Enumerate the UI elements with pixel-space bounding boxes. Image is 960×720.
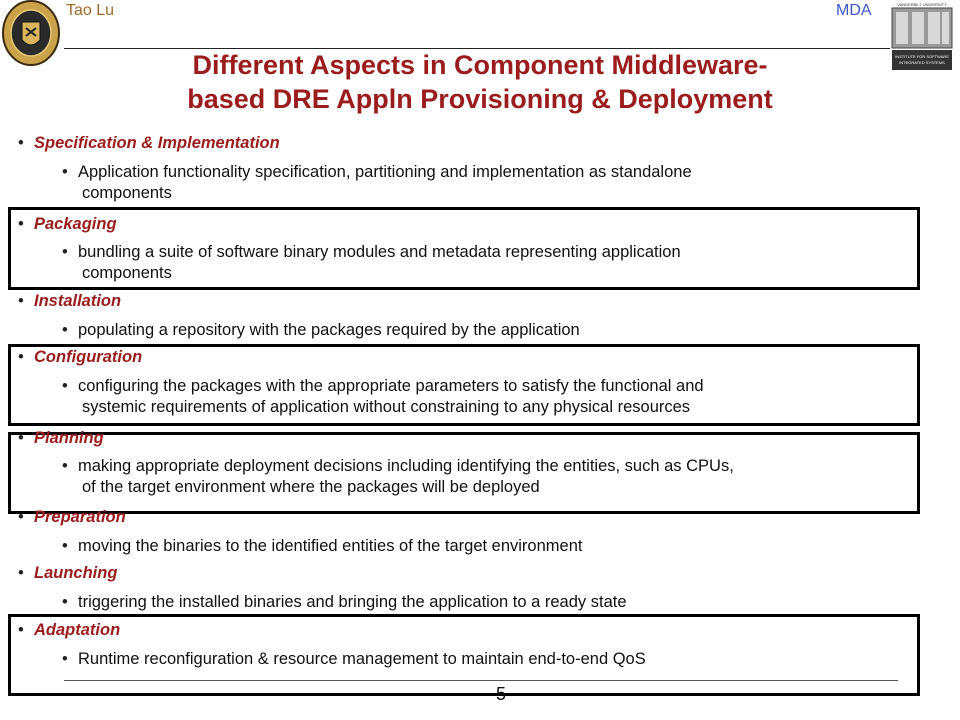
item-line: components (82, 264, 172, 282)
bullet: • (18, 564, 24, 582)
item-line: populating a repository with the packages required by the application (78, 321, 580, 339)
list-item (62, 242, 681, 284)
section-heading (18, 292, 121, 311)
item-line: of the target environment where the packages will be deployed (82, 478, 540, 496)
item-line: configuring the packages with the appropriate parameters to satisfy the functional and (78, 377, 704, 395)
heading-text: Preparation (34, 508, 126, 526)
list-item (62, 592, 627, 613)
section-heading (18, 564, 117, 583)
item-line: systemic requirements of application without constraining to any physical resources (82, 398, 691, 416)
item-line: moving the binaries to the identified entities of the target environment (78, 537, 583, 555)
item-line: triggering the installed binaries and bringing the application to a ready state (78, 593, 627, 611)
institute-logo-text-3: INTEGRATED SYSTEMS (899, 60, 945, 65)
section-heading (18, 215, 117, 234)
bullet: • (62, 537, 68, 555)
institute-logo-text-1: VANDERBILT UNIVERSITY (897, 2, 947, 7)
list-item (62, 376, 704, 418)
heading-text: Planning (34, 429, 104, 447)
list-item (62, 456, 734, 498)
section-heading (18, 348, 142, 367)
item-line: Application functionality specification, partitioning and implementation as standalone (78, 163, 692, 181)
item-line: Runtime reconfiguration & resource management to maintain end-to-end QoS (78, 650, 646, 668)
bullet: • (18, 429, 24, 447)
heading-text: Adaptation (34, 621, 121, 639)
list-item (62, 649, 646, 670)
topic-label: MDA (836, 2, 872, 19)
title-line-2: based DRE Appln Provisioning & Deployment (187, 84, 773, 114)
heading-text: Launching (34, 564, 118, 582)
bullet: • (18, 508, 24, 526)
section-heading (18, 621, 120, 640)
heading-text: Packaging (34, 215, 117, 233)
section-heading (18, 134, 280, 153)
section-heading (18, 429, 104, 448)
item-line: bundling a suite of software binary modules and metadata representing application (78, 243, 681, 261)
item-line: components (82, 184, 172, 202)
slide-title (0, 48, 960, 116)
institute-logo-text-2: INSTITUTE FOR SOFTWARE (895, 54, 949, 59)
item-line: making appropriate deployment decisions including identifying the entities, such as CPUs, (78, 457, 734, 475)
bullet: • (62, 321, 68, 339)
heading-text: Specification & Implementation (34, 134, 280, 152)
heading-text: Installation (34, 292, 122, 310)
page-number: 5 (496, 684, 507, 704)
list-item (62, 162, 692, 204)
bullet: • (18, 215, 24, 233)
bullet: • (62, 377, 68, 395)
bullet: • (62, 593, 68, 611)
bullet: • (62, 163, 68, 181)
section-heading (18, 508, 126, 527)
heading-text: Configuration (34, 348, 143, 366)
list-item (62, 536, 582, 557)
bullet: • (18, 621, 24, 639)
bullet: • (18, 348, 24, 366)
author-name: Tao Lu (66, 2, 115, 19)
title-line-1: Different Aspects in Component Middleware- (192, 50, 768, 80)
list-item (62, 320, 580, 341)
bullet: • (18, 134, 24, 152)
bullet: • (62, 650, 68, 668)
bullet: • (18, 292, 24, 310)
footer-rule (64, 680, 898, 681)
bullet: • (62, 457, 68, 475)
bullet: • (62, 243, 68, 261)
